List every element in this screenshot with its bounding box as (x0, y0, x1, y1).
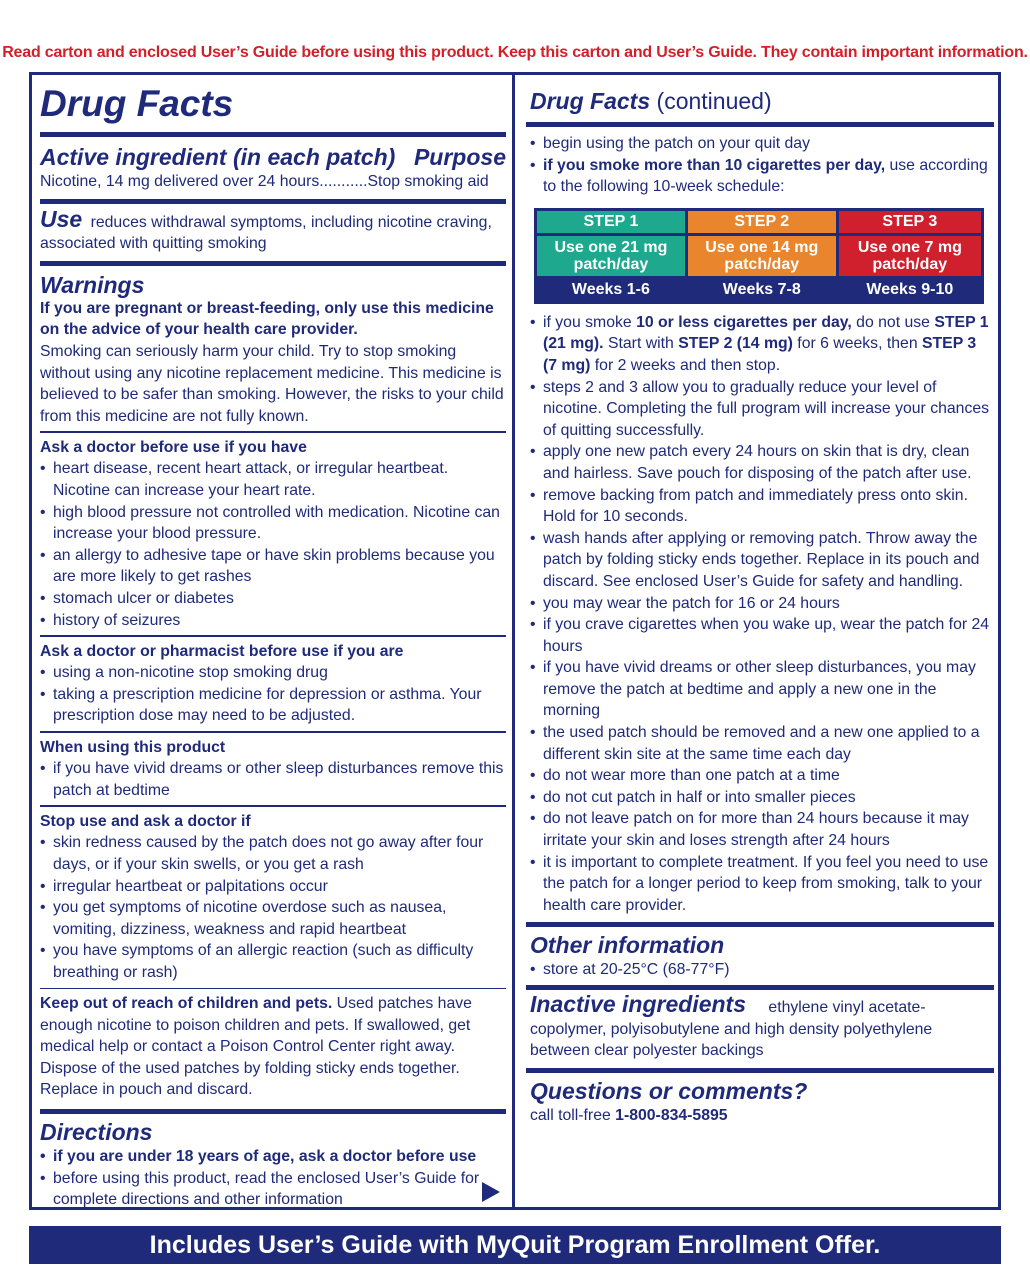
when-using-section (40, 733, 506, 806)
list-item: • wash hands after applying or removing patch. Throw away the patch by folding sticky ends together. Replace in its pouch and discard. See enclosed User’s Guide for safety and handling. (530, 528, 994, 593)
keep-out-text: Used patches have enough nicotine to poison children and pets. If swallowed, get medical help or contact a Poison Control Center right away. Dispose of the used patches by folding sticky ends together. Replace in pouch and discard. (40, 995, 472, 1099)
text-span: Start with (603, 335, 679, 353)
list-item: • high blood pressure not controlled with medication. Nicotine can increase your blood pressure. (40, 502, 506, 545)
stop-use-list (40, 832, 506, 983)
phone-number[interactable]: 1-800-834-5895 (615, 1106, 728, 1124)
other-info-rule (526, 922, 994, 927)
list-item: • an allergy to adhesive tape or have skin problems because you are more likely to get rashes (40, 545, 506, 588)
pregnancy-warning (40, 298, 506, 428)
list-item (530, 312, 994, 377)
dose-3-cell: Use one 7 mg patch/day (839, 236, 981, 276)
intro-bold: if you smoke more than 10 cigarettes per day, (543, 156, 886, 174)
dose-1-cell: Use one 21 mg patch/day (537, 236, 685, 276)
warnings-heading: Warnings (40, 271, 145, 298)
directions-list (40, 1146, 506, 1211)
ask-pharmacist-list (40, 662, 506, 727)
active-ingredient-line (40, 171, 506, 193)
list-item: • remove backing from patch and immediately press onto skin. Hold for 10 seconds. (530, 485, 994, 528)
right-column (526, 78, 994, 1126)
active-ingredient-header-row (40, 143, 506, 171)
keep-out-bold: Keep out of reach of children and pets. (40, 995, 333, 1013)
schedule-steps-row (537, 211, 981, 233)
text-span: 10 or less cigarettes per day, (636, 313, 852, 331)
other-information-list (530, 959, 994, 981)
text-span: for 6 weeks, then (792, 335, 922, 353)
list-item: • apply one new patch every 24 hours on skin that is dry, clean and hairless. Save pouch for disposing of the patch after use. (530, 441, 994, 484)
directions-heading: Directions (40, 1119, 153, 1146)
ask-pharmacist-section (40, 637, 506, 731)
ask-doctor-heading: Ask a doctor before use if you have (40, 438, 307, 456)
when-using-list (40, 758, 506, 801)
list-item: • heart disease, recent heart attack, or irregular heartbeat. Nicotine can increase your heart rate. (40, 458, 506, 501)
drug-facts-continued-title: Drug Facts (530, 88, 651, 114)
stop-use-heading: Stop use and ask a doctor if (40, 812, 251, 830)
inactive-ingredients-section (530, 991, 994, 1062)
dose-2-cell: Use one 14 mg patch/day (688, 236, 836, 276)
stop-use-section (40, 807, 506, 988)
list-item: • irregular heartbeat or palpitations occur (40, 876, 506, 898)
list-item: • you have symptoms of an allergic reaction (such as difficulty breathing or rash) (40, 940, 506, 983)
inactive-ingredients-text: ethylene vinyl acetate-copolymer, polyisobutylene and high density polyethylene between clear polyester backings (530, 999, 933, 1060)
list-item: • using a non-nicotine stop smoking drug (40, 662, 506, 684)
list-item: • store at 20-25°C (68-77°F) (530, 959, 994, 981)
ask-pharmacist-heading: Ask a doctor or pharmacist before use if you are (40, 642, 404, 660)
schedule-table (534, 208, 984, 304)
leader-dots: ........... (319, 173, 368, 190)
questions-section (530, 1077, 994, 1127)
text-span: STEP 1 (21 mg). (543, 313, 989, 353)
purpose-header: Purpose (413, 144, 506, 170)
use-section (40, 205, 506, 255)
text-span: STEP 2 (14 mg) (678, 335, 793, 353)
weeks-1-cell: Weeks 1-6 (537, 279, 685, 301)
list-item: • if you crave cigarettes when you wake up, wear the patch for 24 hours (530, 614, 994, 657)
inactive-rule (526, 985, 994, 990)
directions-continued-list (530, 312, 994, 917)
enrollment-banner: Includes User’s Guide with MyQuit Program Enrollment Offer. (29, 1226, 1001, 1264)
active-purpose: Stop smoking aid (367, 173, 489, 190)
top-notice: Read carton and enclosed User’s Guide before using this product. Keep this carton and User’s Guide. They contain important information. (2, 44, 1028, 61)
active-ingredient-text: Nicotine, 14 mg delivered over 24 hours (40, 173, 320, 190)
questions-text: call toll-free (530, 1106, 616, 1124)
active-ingredient-header: Active ingredient (in each patch) (40, 144, 396, 170)
list-item: • it is important to complete treatment. If you feel you need to use the patch for a longer period to keep from smoking, talk to your health care provider. (530, 852, 994, 917)
list-item: • if you have vivid dreams or other sleep disturbances remove this patch at bedtime (40, 758, 506, 801)
list-item: • you get symptoms of nicotine overdose such as nausea, vomiting, dizziness, weakness and rapid heartbeat (40, 897, 506, 940)
title-rule (40, 132, 506, 137)
active-rule (40, 199, 506, 204)
continue-arrow-icon (482, 1182, 500, 1202)
column-divider (512, 72, 515, 1210)
other-information-heading: Other information (530, 932, 725, 959)
continued-rule (526, 122, 994, 127)
list-item: • history of seizures (40, 610, 506, 632)
drug-facts-title: Drug Facts (40, 83, 234, 124)
schedule-doses-row (537, 236, 981, 276)
text-span: STEP 3 (7 mg) (543, 335, 977, 374)
use-heading: Use (40, 205, 83, 232)
schedule-weeks-row (537, 279, 981, 301)
list-item: • begin using the patch on your quit day (530, 133, 994, 155)
continued-title (530, 86, 994, 116)
list-item: • taking a prescription medicine for depression or asthma. Your prescription dose may need to be adjusted. (40, 684, 506, 727)
list-item: • skin redness caused by the patch does not go away after four days, or if your skin swells, or you get a rash (40, 832, 506, 875)
text-span: if you smoke (543, 313, 637, 331)
list-item: • before using this product, read the enclosed User’s Guide for complete directions and other information (40, 1168, 506, 1211)
weeks-2-cell: Weeks 7-8 (688, 279, 836, 301)
list-item: • do not wear more than one patch at a time (530, 765, 994, 787)
step-1-cell: STEP 1 (537, 211, 685, 233)
questions-rule (526, 1068, 994, 1073)
use-rule (40, 261, 506, 266)
intro-list (530, 133, 994, 198)
list-item: • if you have vivid dreams or other sleep disturbances, you may remove the patch at bedtime and apply a new one in the morning (530, 657, 994, 722)
list-item: • if you are under 18 years of age, ask a doctor before use (40, 1146, 506, 1168)
questions-line (530, 1105, 994, 1127)
left-column (40, 78, 506, 1211)
list-item: • the used patch should be removed and a new one applied to a different skin site at the same time each day (530, 722, 994, 765)
questions-heading: Questions or comments? (530, 1077, 808, 1104)
inactive-ingredients-heading: Inactive ingredients (530, 991, 747, 1017)
keep-out-rule (40, 1109, 506, 1114)
list-item: • steps 2 and 3 allow you to gradually reduce your level of nicotine. Completing the full program will increase your chances of quitting successfully. (530, 377, 994, 442)
ask-doctor-list (40, 458, 506, 631)
list-item: • you may wear the patch for 16 or 24 hours (530, 593, 994, 615)
continued-label: (continued) (656, 88, 772, 114)
list-item: • do not leave patch on for more than 24 hours because it may irritate your skin and loses strength after 24 hours (530, 808, 994, 851)
intro-text: use according to the following 10-week schedule: (543, 156, 988, 196)
weeks-3-cell: Weeks 9-10 (839, 279, 981, 301)
pregnancy-warning-text: Smoking can seriously harm your child. Try to stop smoking without using any nicotine replacement medicine. This medicine is believed to be safer than smoking. However, the risks to your child from this medicine are not fully known. (40, 342, 504, 425)
pregnancy-warning-bold: If you are pregnant or breast-feeding, only use this medicine on the advice of your health care provider. (40, 299, 494, 339)
other-information-section (530, 931, 994, 981)
text-span: for 2 weeks and then stop. (590, 356, 781, 374)
list-item (530, 155, 994, 198)
when-using-heading: When using this product (40, 738, 226, 756)
step-2-cell: STEP 2 (688, 211, 836, 233)
ask-doctor-section (40, 433, 506, 635)
use-text: reduces withdrawal symptoms, including nicotine craving, associated with quitting smoking (40, 213, 492, 253)
step-3-cell: STEP 3 (839, 211, 981, 233)
text-span: do not use (851, 313, 935, 331)
keep-out-section (40, 989, 506, 1105)
list-item: • stomach ulcer or diabetes (40, 588, 506, 610)
list-item: • do not cut patch in half or into smaller pieces (530, 787, 994, 809)
